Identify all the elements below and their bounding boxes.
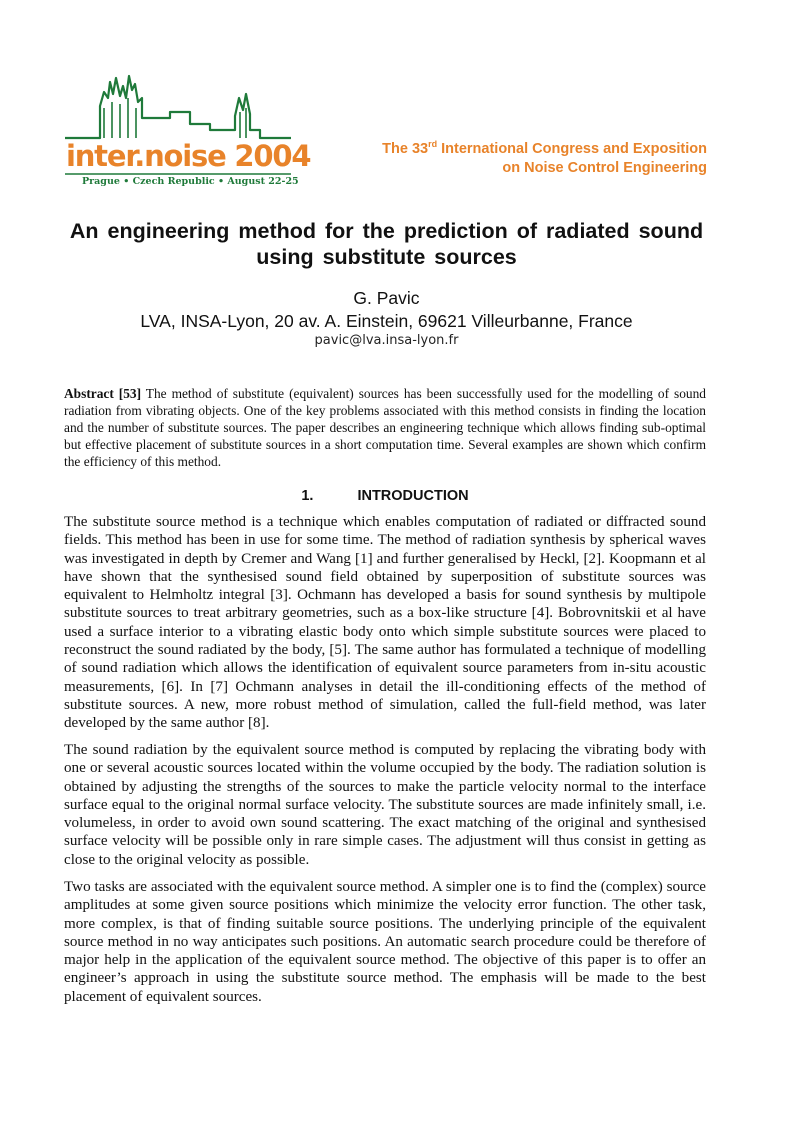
congress-prefix: The 33	[382, 141, 429, 157]
author-affiliation: LVA, INSA-Lyon, 20 av. A. Einstein, 69621 Villeurbanne, France	[140, 311, 633, 331]
abstract-label: Abstract [53]	[64, 386, 142, 401]
author-name: G. Pavic	[353, 288, 420, 308]
section-title: INTRODUCTION	[357, 488, 469, 504]
logo-wordmark: inter.noise 2004	[66, 139, 311, 173]
congress-line-1	[382, 140, 707, 159]
abstract-text: The method of substitute (equivalent) sources has been successfully used for the modelling of sound radiation from vibrating objects. One of the key problems associated with this method consists in finding the location and the number of substitute sources. The paper describes an engineering technique which allows finding sub-optimal but effective placement of substitute sources in a short computation time. Several examples are shown which confirm the efficiency of this method.	[64, 386, 706, 470]
section-number: 1.	[301, 488, 314, 504]
body-paragraph: The substitute source method is a technique which enables computation of radiated or diffracted sound fields. This method has been in use for some time. The method of radiation synthesis by spherical waves was investigated in depth by Cremer and Wang [1] and further generalised by Heckl, [2]. Koopmann et al have shown that the synthesised sound field obtained by superposition of substitute sources was equivalent to Helmholtz integral [3]. Ochmann has developed a basis for sound synthesis by multipole substitute sources to treat arbitrary geometries, such as a box-like structure [4]. Bobrovnitskii et al have used a surface interior to a vibrating elastic body onto which simple substitute sources were placed to reconstruct the sound radiated by the body, [5]. The same author has formulated a technique of modelling of sound radiation which allows the identification of equivalent source parameters from in-situ acoustic measurements, [6]. In [7] Ochmann analyses in detail the ill-conditioning effects of the method of substitute sources. A new, more robust method of simulation, called the full-field method, was later developed by the same author [8].	[64, 514, 706, 732]
section-heading	[64, 486, 706, 506]
paper-title: An engineering method for the prediction of radiated sound using substitute sources	[69, 219, 704, 269]
congress-header	[382, 140, 707, 178]
logo-tagline: Prague • Czech Republic • August 22-25	[82, 176, 299, 187]
body-paragraph: Two tasks are associated with the equivalent source method. A simpler one is to find the (complex) source amplitudes at some given source positions which minimize the velocity error function. The other task, more complex, is that of finding suitable source positions. The underlying principle of the equivalent source method in no way anticipates such positions. An automatic search procedure could be therefore of major help in the application of the equivalent source method. The objective of this paper is to offer an engineer’s approach in using the substitute source method. The emphasis will be made to the best placement of equivalent sources.	[64, 879, 706, 1005]
conference-logo	[60, 68, 311, 194]
abstract	[64, 385, 706, 470]
congress-ordinal-suffix: rd	[428, 139, 438, 149]
congress-line-1-rest: International Congress and Exposition	[437, 141, 707, 157]
body-paragraph: The sound radiation by the equivalent source method is computed by replacing the vibrating body with one or several acoustic sources located within the volume occupied by the body. The radiation solution is obtained by adjusting the strengths of the sources to make the particle velocity normal to the interface surface equal to the original normal surface velocity. The substitute sources are made infinitely small, i.e. volumeless, in order to avoid own sound scattering. The exact matching of the original and synthesised surface velocity will be possible only in rare simple cases. The adjustment will thus consist in getting as close to the original velocity as possible.	[64, 742, 706, 868]
congress-line-2: on Noise Control Engineering	[502, 160, 707, 176]
author-email[interactable]: pavic@lva.insa-lyon.fr	[314, 333, 459, 348]
